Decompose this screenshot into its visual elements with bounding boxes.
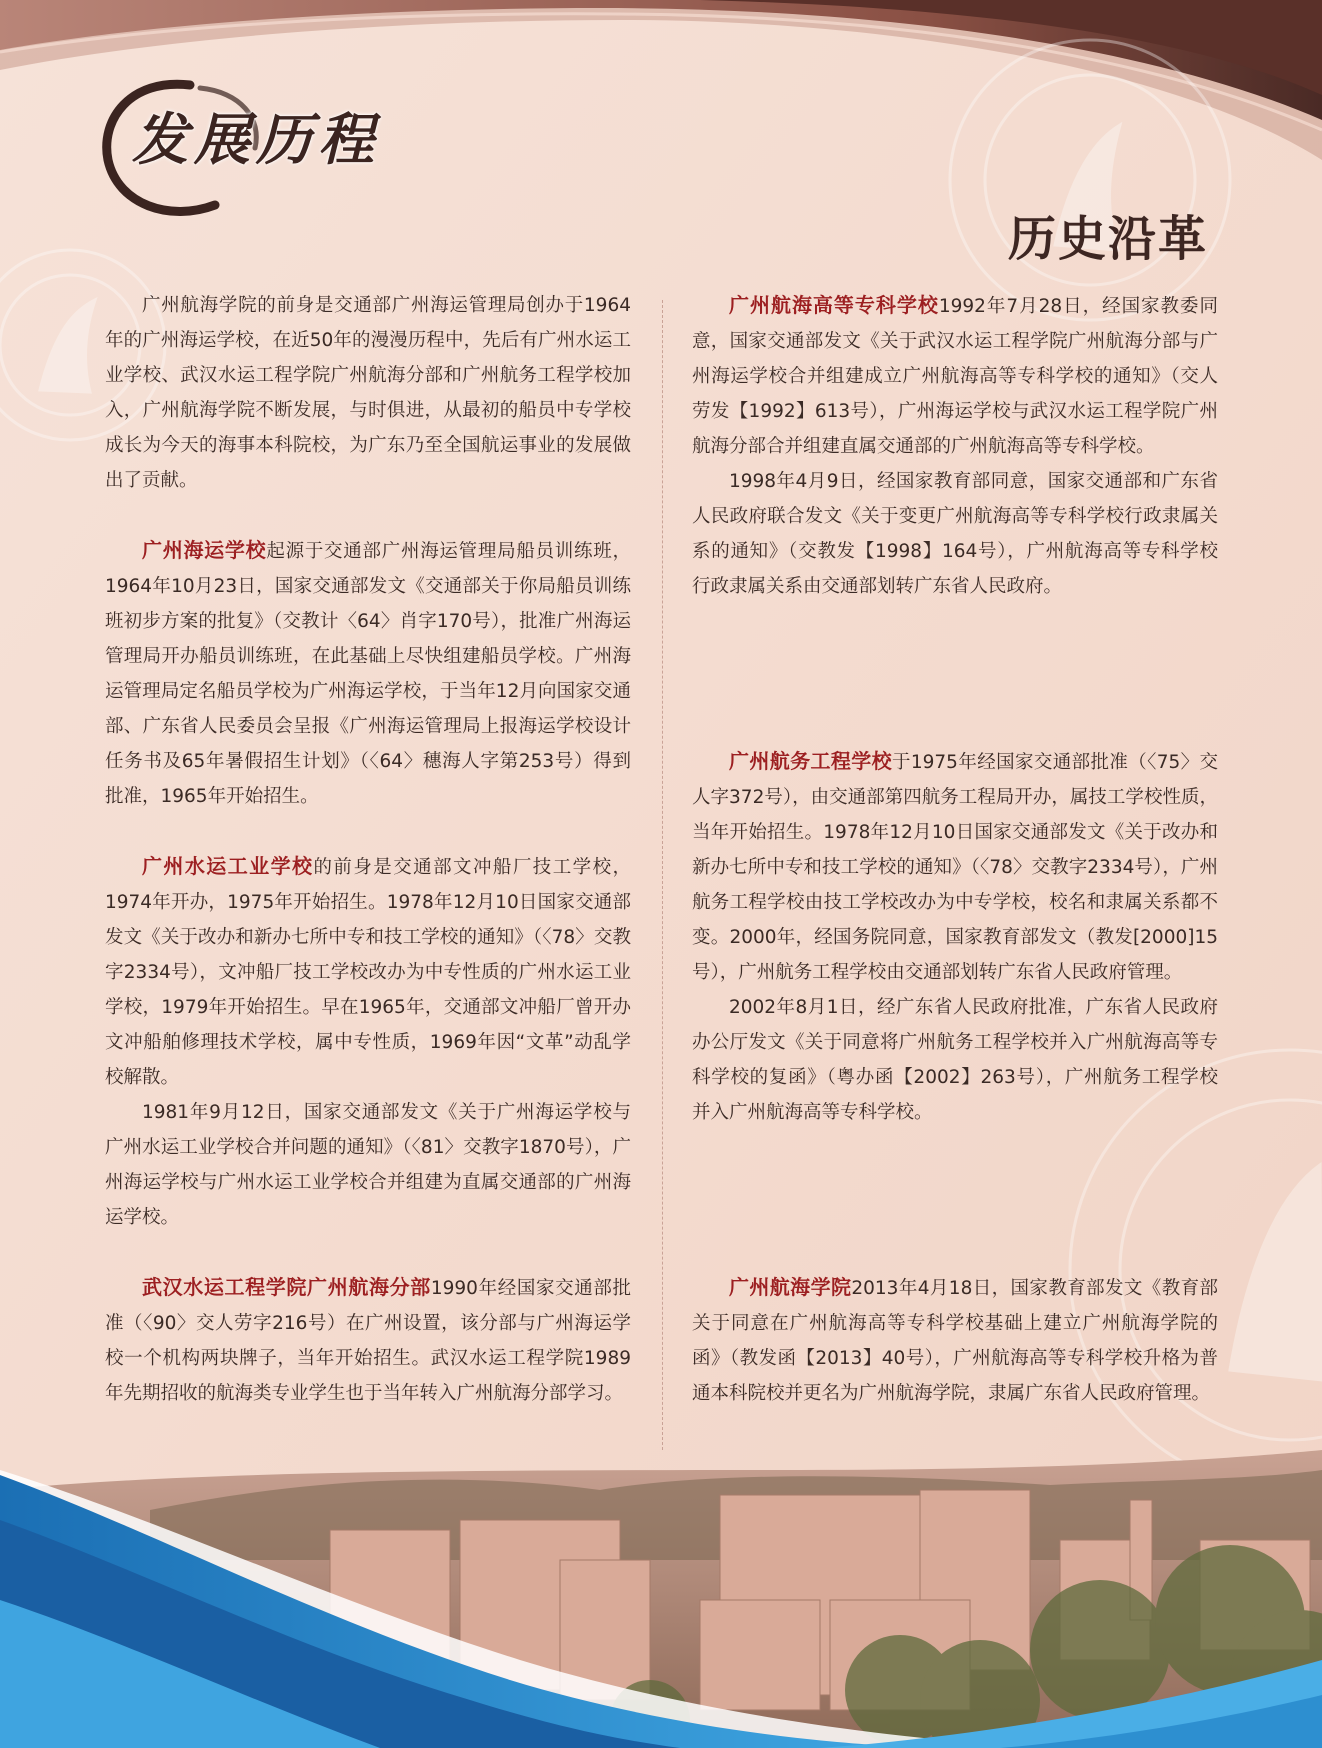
column-divider: [662, 300, 663, 1450]
section-wuhan-branch: [105, 1270, 631, 1411]
intro-paragraph: 广州航海学院的前身是交通部广州海运管理局创办于1964年的广州海运学校，在近50年的漫漫历程中，先后有广州水运工业学校、武汉水运工程学院广州航海分部和广州航务工程学校加入，广州航海学院不断发展，与时俱进，从最初的船员中专学校成长为今天的海事本科院校，为广东乃至全国航运事业的发展做出了贡献。: [105, 295, 631, 491]
spacer: [105, 814, 631, 849]
school-name: 广州航海学院: [729, 1275, 852, 1299]
section-text: 起源于交通部广州海运管理局船员训练班，1964年10月23日，国家交通部发文《交通部关于你局船员训练班初步方案的批复》（交教计〈64〉肖字170号），批准广州海运管理局开办船员训练班，在此基础上尽快组建船员学校。广州海运管理局定名船员学校为广州海运学校，于当年12月向国家交通部、广东省人民委员会呈报《广州海运管理局上报海运学校设计任务书及65年暑假招生计划》（〈64〉穗海人字第253号）得到批准，1965年开始招生。: [105, 541, 631, 807]
spacer: [105, 1235, 631, 1270]
section-guangzhou-maritime-university: [692, 1270, 1218, 1411]
spacer: [692, 1130, 1218, 1270]
section-text: 1992年7月28日，经国家教委同意，国家交通部发文《关于武汉水运工程学院广州航海分部与广州海运学校合并组建成立广州航海高等专科学校的通知》（交人劳发【1992】613号），广州海运学校与武汉水运工程学院广州航海分部合并组建直属交通部的广州航海高等专科学校。: [692, 296, 1218, 457]
school-name: 武汉水运工程学院广州航海分部: [142, 1275, 431, 1299]
section-text: 2013年4月18日，国家教育部发文《教育部关于同意在广州航海高等专科学校基础上建立广州航海学院的函》（教发函【2013】40号），广州航海高等专科学校升格为普通本科院校并更名为广州航海学院，隶属广东省人民政府管理。: [692, 1278, 1218, 1404]
section-text-continued: 1981年9月12日，国家交通部发文《关于广州海运学校与广州水运工业学校合并问题的通知》（〈81〉交教字1870号），广州海运学校与广州水运工业学校合并组建为直属交通部的广州海运学校。: [105, 1102, 631, 1228]
school-name: 广州航务工程学校: [729, 749, 892, 773]
section-text-continued: 2002年8月1日，经广东省人民政府批准，广东省人民政府办公厅发文《关于同意将广州航务工程学校并入广州航海高等专科学校的复函》（粤办函【2002】263号），广州航务工程学校并入广州航海高等专科学校。: [692, 997, 1218, 1123]
school-name: 广州海运学校: [142, 538, 267, 562]
section-guangzhou-maritime-school: [105, 533, 631, 814]
right-column: [692, 288, 1218, 1411]
page-title: 发展历程: [132, 107, 380, 173]
section-guangzhou-maritime-college: [692, 288, 1218, 464]
section-text: 1990年经国家交通部批准（〈90〉交人劳字216号）在广州设置，该分部与广州海运学校一个机构两块牌子，当年开始招生。武汉水运工程学院1989年先期招收的航海类专业学生也于当年转入广州航海分部学习。: [105, 1278, 631, 1404]
section-guangzhou-port-engineering-school: [692, 744, 1218, 990]
section-text: 于1975年经国家交通部批准（〈75〉交人字372号），由交通部第四航务工程局开办，属技工学校性质，当年开始招生。1978年12月10日国家交通部发文《关于改办和新办七所中专和技工学校的通知》（〈78〉交教字2334号），广州航务工程学校由技工学校改办为中专学校，校名和隶属关系都不变。2000年，经国务院同意，国家教育部发文（教发[2000]15号），广州航务工程学校由交通部划转广东省人民政府管理。: [692, 752, 1218, 983]
spacer: [692, 604, 1218, 744]
section-guangzhou-water-transport-school: [105, 849, 631, 1095]
school-name: 广州水运工业学校: [142, 854, 314, 878]
section-text: 的前身是交通部文冲船厂技工学校，1974年开办，1975年开始招生。1978年12月10日国家交通部发文《关于改办和新办七所中专和技工学校的通知》（〈78〉交教字2334号），文冲船厂技工学校改办为中专性质的广州水运工业学校，1979年开始招生。早在1965年，交通部文冲船厂曾开办文冲船舶修理技术学校，属中专性质，1969年因“文革”动乱学校解散。: [105, 857, 631, 1088]
section-text-continued: 1998年4月9日，经国家教育部同意，国家交通部和广东省人民政府联合发文《关于变更广州航海高等专科学校行政隶属关系的通知》（交教发【1998】164号），广州航海高等专科学校行政隶属关系由交通部划转广东省人民政府。: [692, 471, 1218, 597]
section-subtitle: 历史沿革: [1008, 211, 1209, 267]
school-name: 广州航海高等专科学校: [729, 293, 939, 317]
left-column: [105, 288, 631, 1411]
spacer: [105, 498, 631, 533]
